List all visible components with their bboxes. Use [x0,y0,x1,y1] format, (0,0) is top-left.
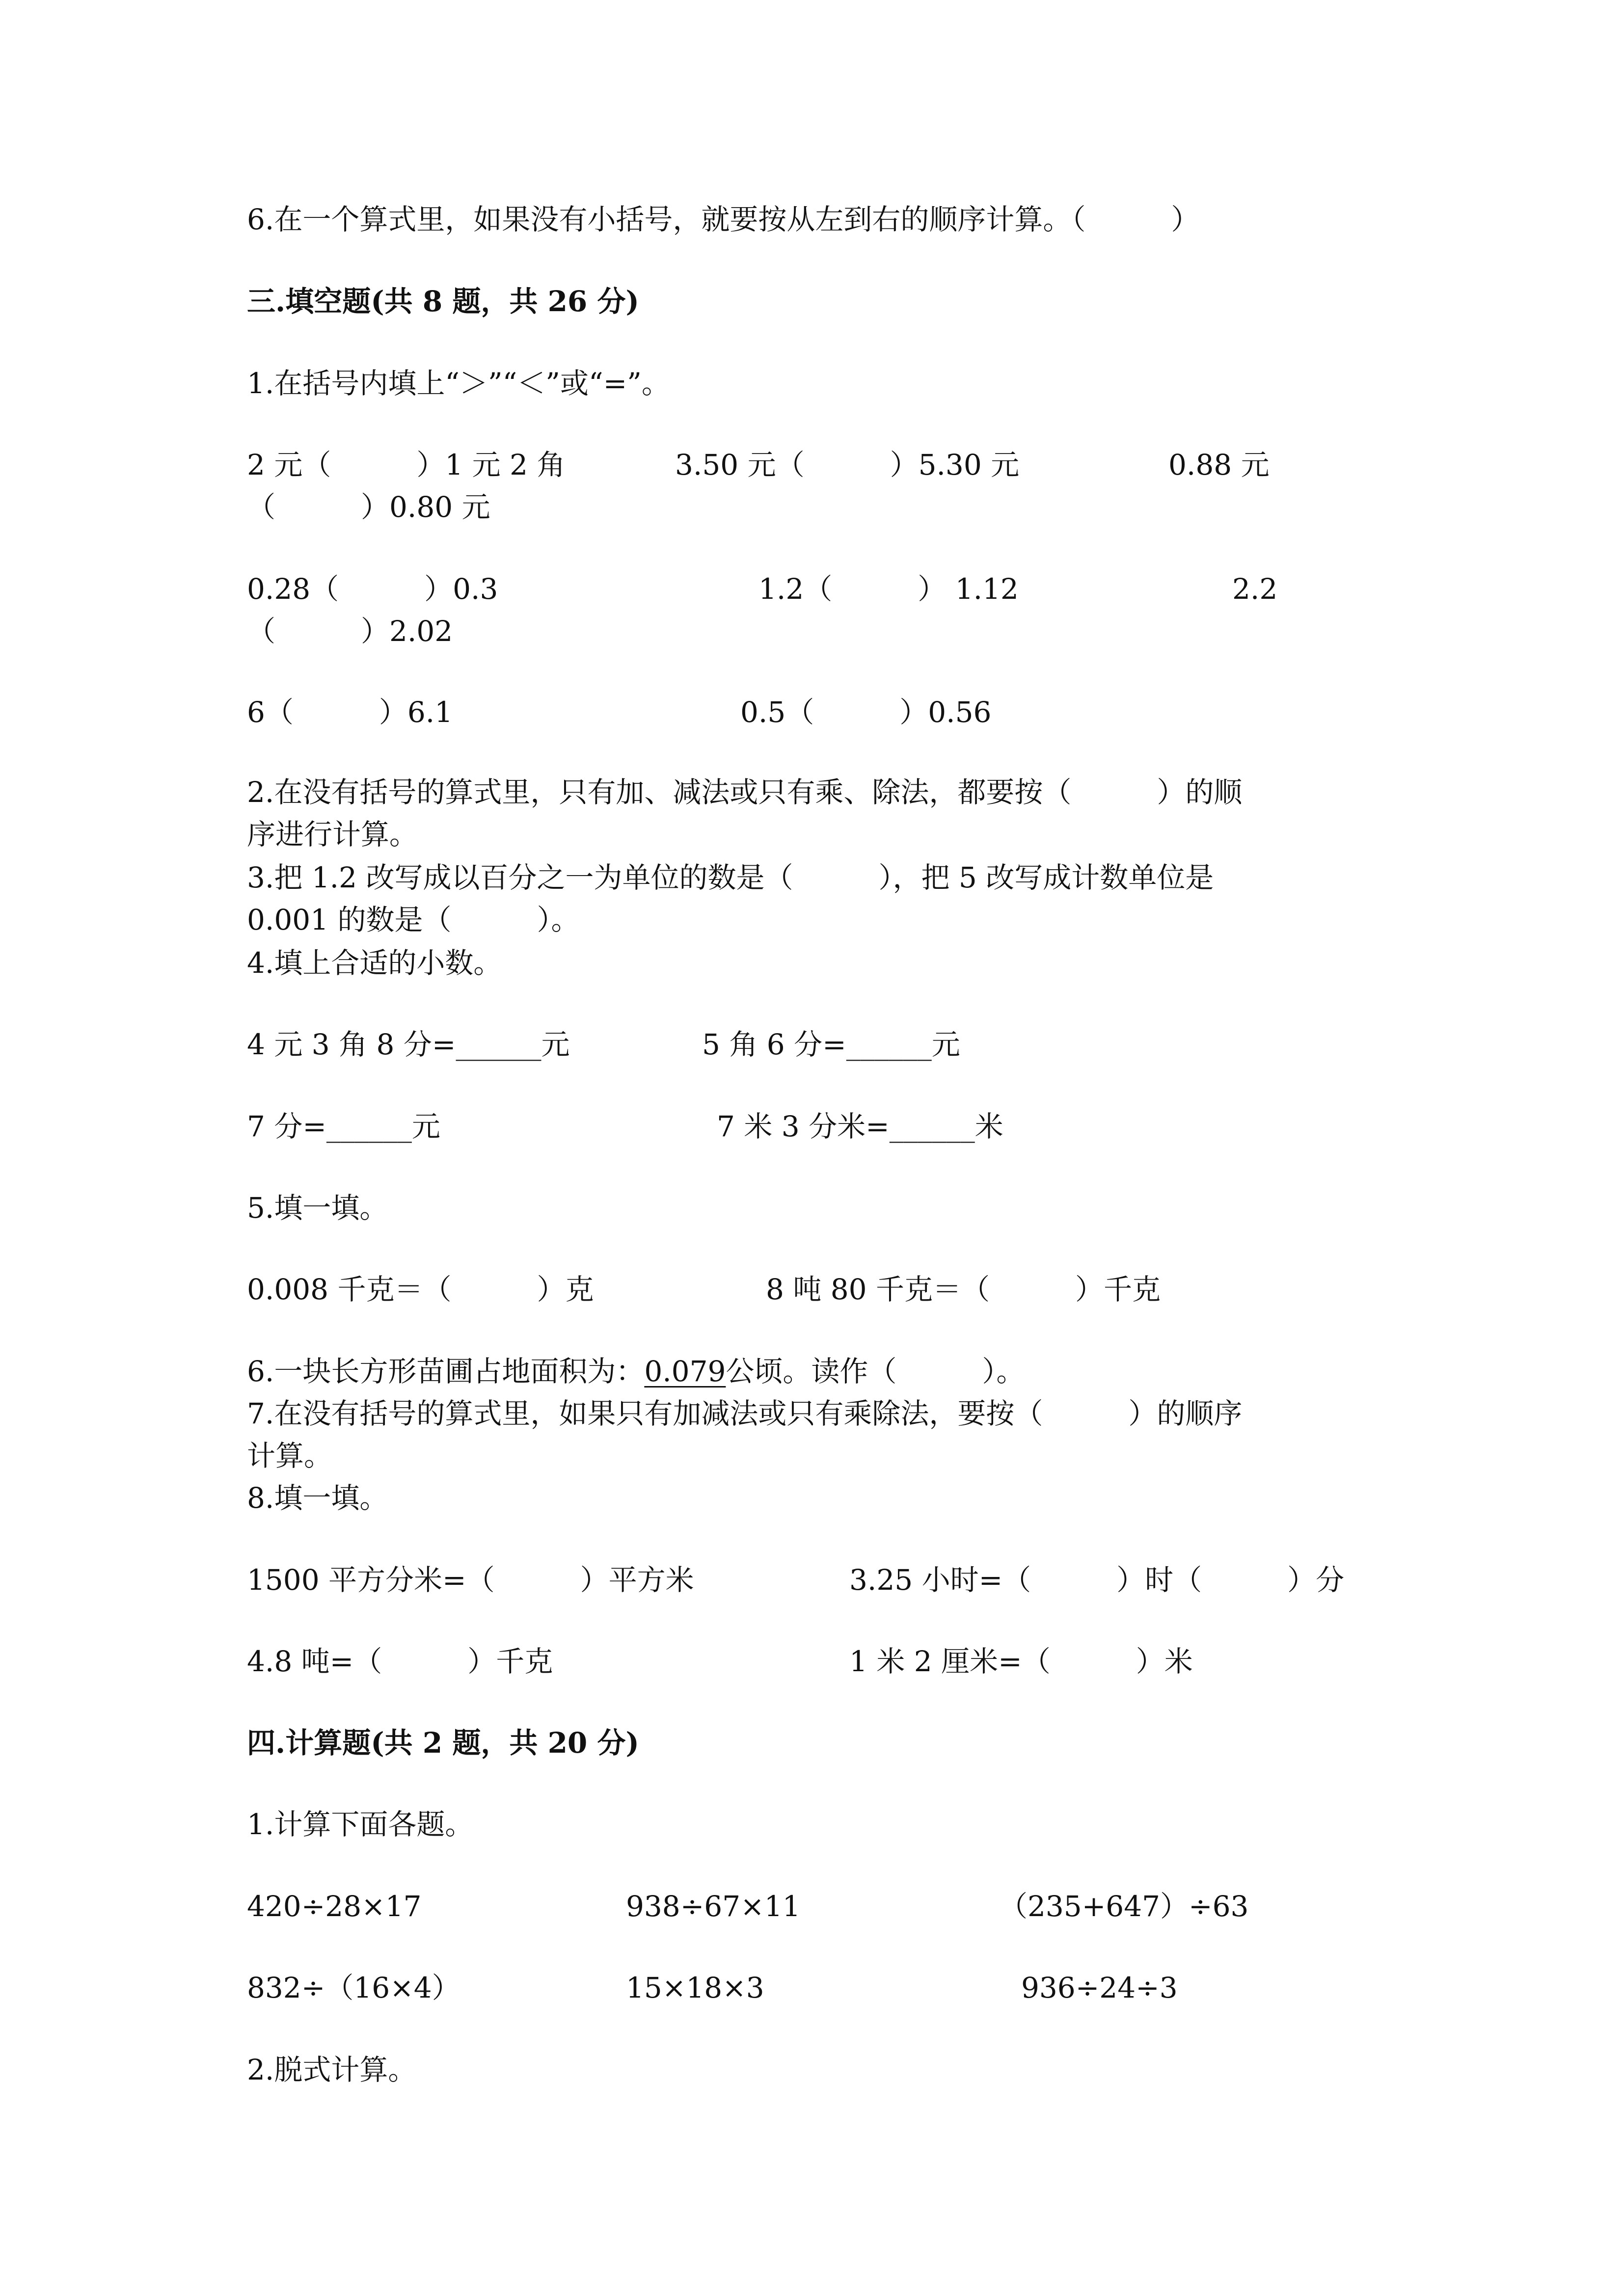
s3-q8-r2-a: 4.8 吨=（ ）千克 [247,1645,553,1678]
section-4-title: 四.计算题(共 2 题，共 20 分) [247,1726,639,1760]
s3-q2-line2: 序进行计算。 [247,818,418,851]
s3-q4-r1-b: 5 角 6 分=______元 [702,1028,960,1061]
s3-q4-r2-a: 7 分=______元 [247,1110,440,1143]
s3-q6-underlined-number: 0.079 [644,1355,726,1388]
s3-q5-prompt: 5.填一填。 [247,1191,388,1225]
s4-q1-r2-b: 15×18×3 [626,1971,764,2004]
section-3-title: 三.填空题(共 8 题，共 26 分) [247,285,639,318]
s3-q7-line1: 7.在没有括号的算式里，如果只有加减法或只有乘除法，要按（ ）的顺序 [247,1397,1243,1430]
s3-q1-r2-c-cont: （ ）2.02 [247,614,453,648]
s3-q5-r1-a: 0.008 千克＝（ ）克 [247,1273,594,1306]
s3-q1-r3-b: 0.5（ ）0.56 [740,695,992,729]
s3-q6-pre: 6.一块长方形苗圃占地面积为： [247,1355,645,1388]
s4-q1-r2-c: 936÷24÷3 [1021,1971,1178,2004]
s3-q1-r2-b: 1.2（ ） 1.12 [758,572,1019,606]
s3-q4-r1-a: 4 元 3 角 8 分=______元 [247,1028,570,1061]
s3-q4-prompt: 4.填上合适的小数。 [247,946,502,980]
s3-q6-post: 公顷。读作（ ）。 [726,1355,1025,1388]
s3-q6 [247,1350,1025,1392]
s3-q8-prompt: 8.填一填。 [247,1481,388,1515]
s3-q3-line1: 3.把 1.2 改写成以百分之一为单位的数是（ ），把 5 改写成计数单位是 [247,861,1214,894]
s3-q8-r1-a: 1500 平方分米=（ ）平方米 [247,1563,694,1597]
s3-q7-line2: 计算。 [247,1439,333,1472]
s4-q1-r1-c: （235+647）÷63 [999,1890,1249,1923]
s4-q1-prompt: 1.计算下面各题。 [247,1808,474,1841]
s3-q8-r1-b: 3.25 小时=（ ）时（ ）分 [849,1563,1345,1597]
s3-q1-r1-c: 0.88 元 [1168,448,1270,481]
s3-q1-r2-a: 0.28（ ）0.3 [247,572,498,606]
s3-q1-r1-b: 3.50 元（ ）5.30 元 [675,448,1020,481]
s3-q4-r2-b: 7 米 3 分米=______米 [717,1110,1003,1143]
s3-q1-r1-a: 2 元（ ）1 元 2 角 [247,448,566,481]
s3-q3-line2: 0.001 的数是（ ）。 [247,903,580,936]
s4-q1-r1-b: 938÷67×11 [626,1890,801,1923]
s3-q1-r3-a: 6（ ）6.1 [247,695,453,729]
s3-q2-line1: 2.在没有括号的算式里，只有加、减法或只有乘、除法，都要按（ ）的顺 [247,775,1243,809]
s4-q1-r1-a: 420÷28×17 [247,1890,422,1923]
s3-q1-prompt: 1.在括号内填上“＞”“＜”或“=”。 [247,367,670,400]
s3-q1-r1-c-cont: （ ）0.80 元 [247,490,490,524]
s3-q1-r2-c: 2.2 [1232,572,1278,606]
s3-q8-r2-b: 1 米 2 厘米=（ ）米 [849,1645,1193,1678]
s4-q2-prompt: 2.脱式计算。 [247,2053,417,2086]
s3-q5-r1-b: 8 吨 80 千克＝（ ）千克 [766,1273,1161,1306]
question-6-tf: 6.在一个算式里，如果没有小括号，就要按从左到右的顺序计算。（ ） [247,203,1200,236]
s4-q1-r2-a: 832÷（16×4） [247,1971,460,2004]
